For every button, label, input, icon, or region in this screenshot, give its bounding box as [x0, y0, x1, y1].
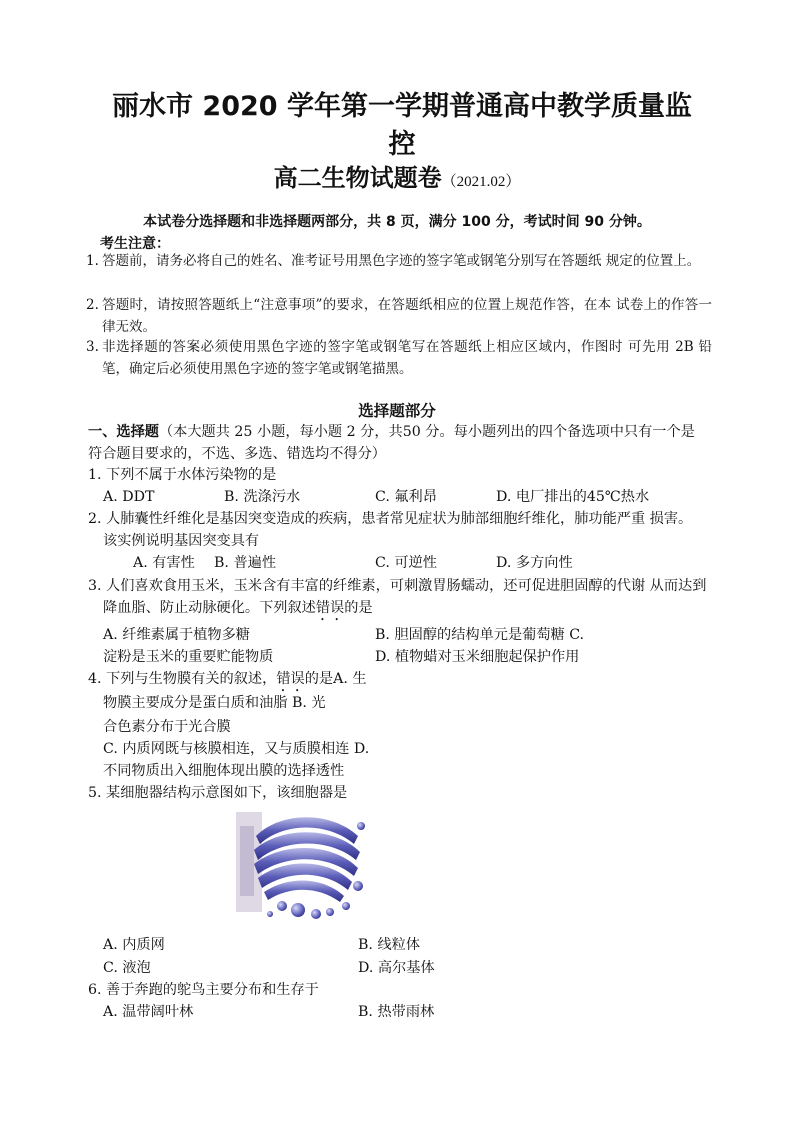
subtitle-date: （2021.02）: [441, 174, 521, 190]
page-title-line-1: 丽水市 2020 学年第一学期普通高中教学质量监: [112, 91, 692, 122]
notice-number: 1.: [86, 253, 99, 269]
notice-item-2: [86, 294, 712, 338]
q6-option-a: A. 温带阔叶林: [103, 1004, 194, 1020]
question-4-line-3: 合色素分布于光合膜: [103, 719, 231, 735]
question-6-stem: 6. 善于奔跑的鸵鸟主要分布和生存于: [88, 982, 319, 998]
q2-option-c: C. 可逆性: [375, 555, 437, 571]
q1-option-d: D. 电厂排出的45℃热水: [496, 489, 650, 505]
question-4-line-4: C. 内质网既与核膜相连，又与质膜相连 D.: [103, 741, 370, 757]
golgi-apparatus-illustration: [236, 806, 366, 921]
question-2-stem-line-1: 2. 人肺囊性纤维化是基因突变造成的疾病，患者常见症状为肺部细胞纤维化，肺功能严重 损害。: [88, 511, 693, 527]
q3-option-d: D. 植物蜡对玉米细胞起保护作用: [375, 649, 580, 665]
q2-option-d: D. 多方向性: [496, 555, 573, 571]
q2-option-a: A. 有害性: [133, 555, 195, 571]
q5-option-c: C. 液泡: [103, 960, 151, 976]
question-3-stem-line-1: 3. 人们喜欢食用玉米，玉米含有丰富的纤维素，可刺激胃肠蠕动，还可促进胆固醇的代谢 从而达到: [88, 578, 707, 594]
notice-text: 非选择题的答案必须使用黑色字迹的签字笔或钢笔写在答题纸上相应区域内，作图时 可先用 2B 铅笔，确定后必须使用黑色字迹的签字笔或钢笔描黑。: [102, 339, 712, 377]
notice-number: 3.: [86, 339, 99, 355]
q1-option-c: C. 氟利昂: [375, 489, 437, 505]
notice-heading: 考生注意：: [100, 236, 170, 252]
q3-option-c-text: 淀粉是玉米的重要贮能物质: [103, 649, 274, 665]
q4-stem-post: 的是A. 生: [304, 671, 367, 687]
question-1-stem: 1. 下列不属于水体污染物的是: [88, 467, 277, 483]
part1-heading: 一、选择题: [88, 424, 159, 440]
question-5-stem: 5. 某细胞器结构示意图如下，该细胞器是: [88, 785, 348, 801]
notice-number: 2.: [86, 297, 99, 313]
q3-stem-post: 的是: [344, 600, 373, 616]
q4-stem-pre: 4. 下列与生物膜有关的叙述，: [88, 671, 277, 687]
q3-stem-pre: 降血脂、防止动脉硬化。下列叙述: [103, 600, 316, 616]
q6-option-b: B. 热带雨林: [358, 1004, 435, 1020]
subtitle-main: 高二生物试题卷: [273, 164, 442, 192]
q1-option-b: B. 洗涤污水: [224, 489, 301, 505]
part1-desc: （本大题共 25 小题，每小题 2 分，共50 分。每小题列出的四个备选项中只有一个是: [158, 424, 695, 440]
q2-option-b: B. 普遍性: [214, 555, 277, 571]
q1-option-a: A. DDT: [103, 489, 155, 505]
exam-intro: 本试卷分选择题和非选择题两部分，共 8 页，满分 100 分，考试时间 90 分钟。: [143, 214, 651, 230]
q5-option-b: B. 线粒体: [358, 937, 421, 953]
q5-option-d: D. 高尔基体: [358, 960, 435, 976]
part1-description-line-2: 符合题目要求的，不选、多选、错选均不得分）: [88, 446, 386, 462]
exam-subtitle: [0, 162, 794, 198]
question-2-stem-line-2: 该实例说明基因突变具有: [103, 533, 260, 549]
notice-item-1: [86, 250, 712, 272]
q3-option-a: A. 纤维素属于植物多糖: [103, 627, 250, 643]
q5-option-a: A. 内质网: [103, 937, 165, 953]
question-4-line-5: 不同物质出入细胞体现出膜的选择透性: [103, 763, 345, 779]
q3-emphasis: 错误: [315, 600, 345, 616]
question-4-line-2: 物膜主要成分是蛋白质和油脂 B. 光: [103, 695, 326, 711]
notice-text: 答题时，请按照答题纸上“注意事项”的要求，在答题纸相应的位置上规范作答，在本 试卷上的作答一律无效。: [102, 297, 712, 335]
question-3-stem-line-2: [103, 597, 373, 624]
notice-text: 答题前，请务必将自己的姓名、准考证号用黑色字迹的签字笔或钢笔分别写在答题纸 规定的位置上。: [102, 253, 701, 269]
q3-option-b-c: B. 胆固醇的结构单元是葡萄糖 C.: [375, 627, 585, 643]
q4-emphasis: 错误: [276, 671, 305, 687]
section-title: 选择题部分: [358, 402, 436, 420]
part1-description-line-1: [88, 421, 695, 443]
golgi-figure-svg: [236, 806, 366, 921]
question-4-stem: [88, 668, 367, 695]
page-title-line-2: 控: [388, 129, 416, 160]
notice-item-3: [86, 336, 712, 380]
